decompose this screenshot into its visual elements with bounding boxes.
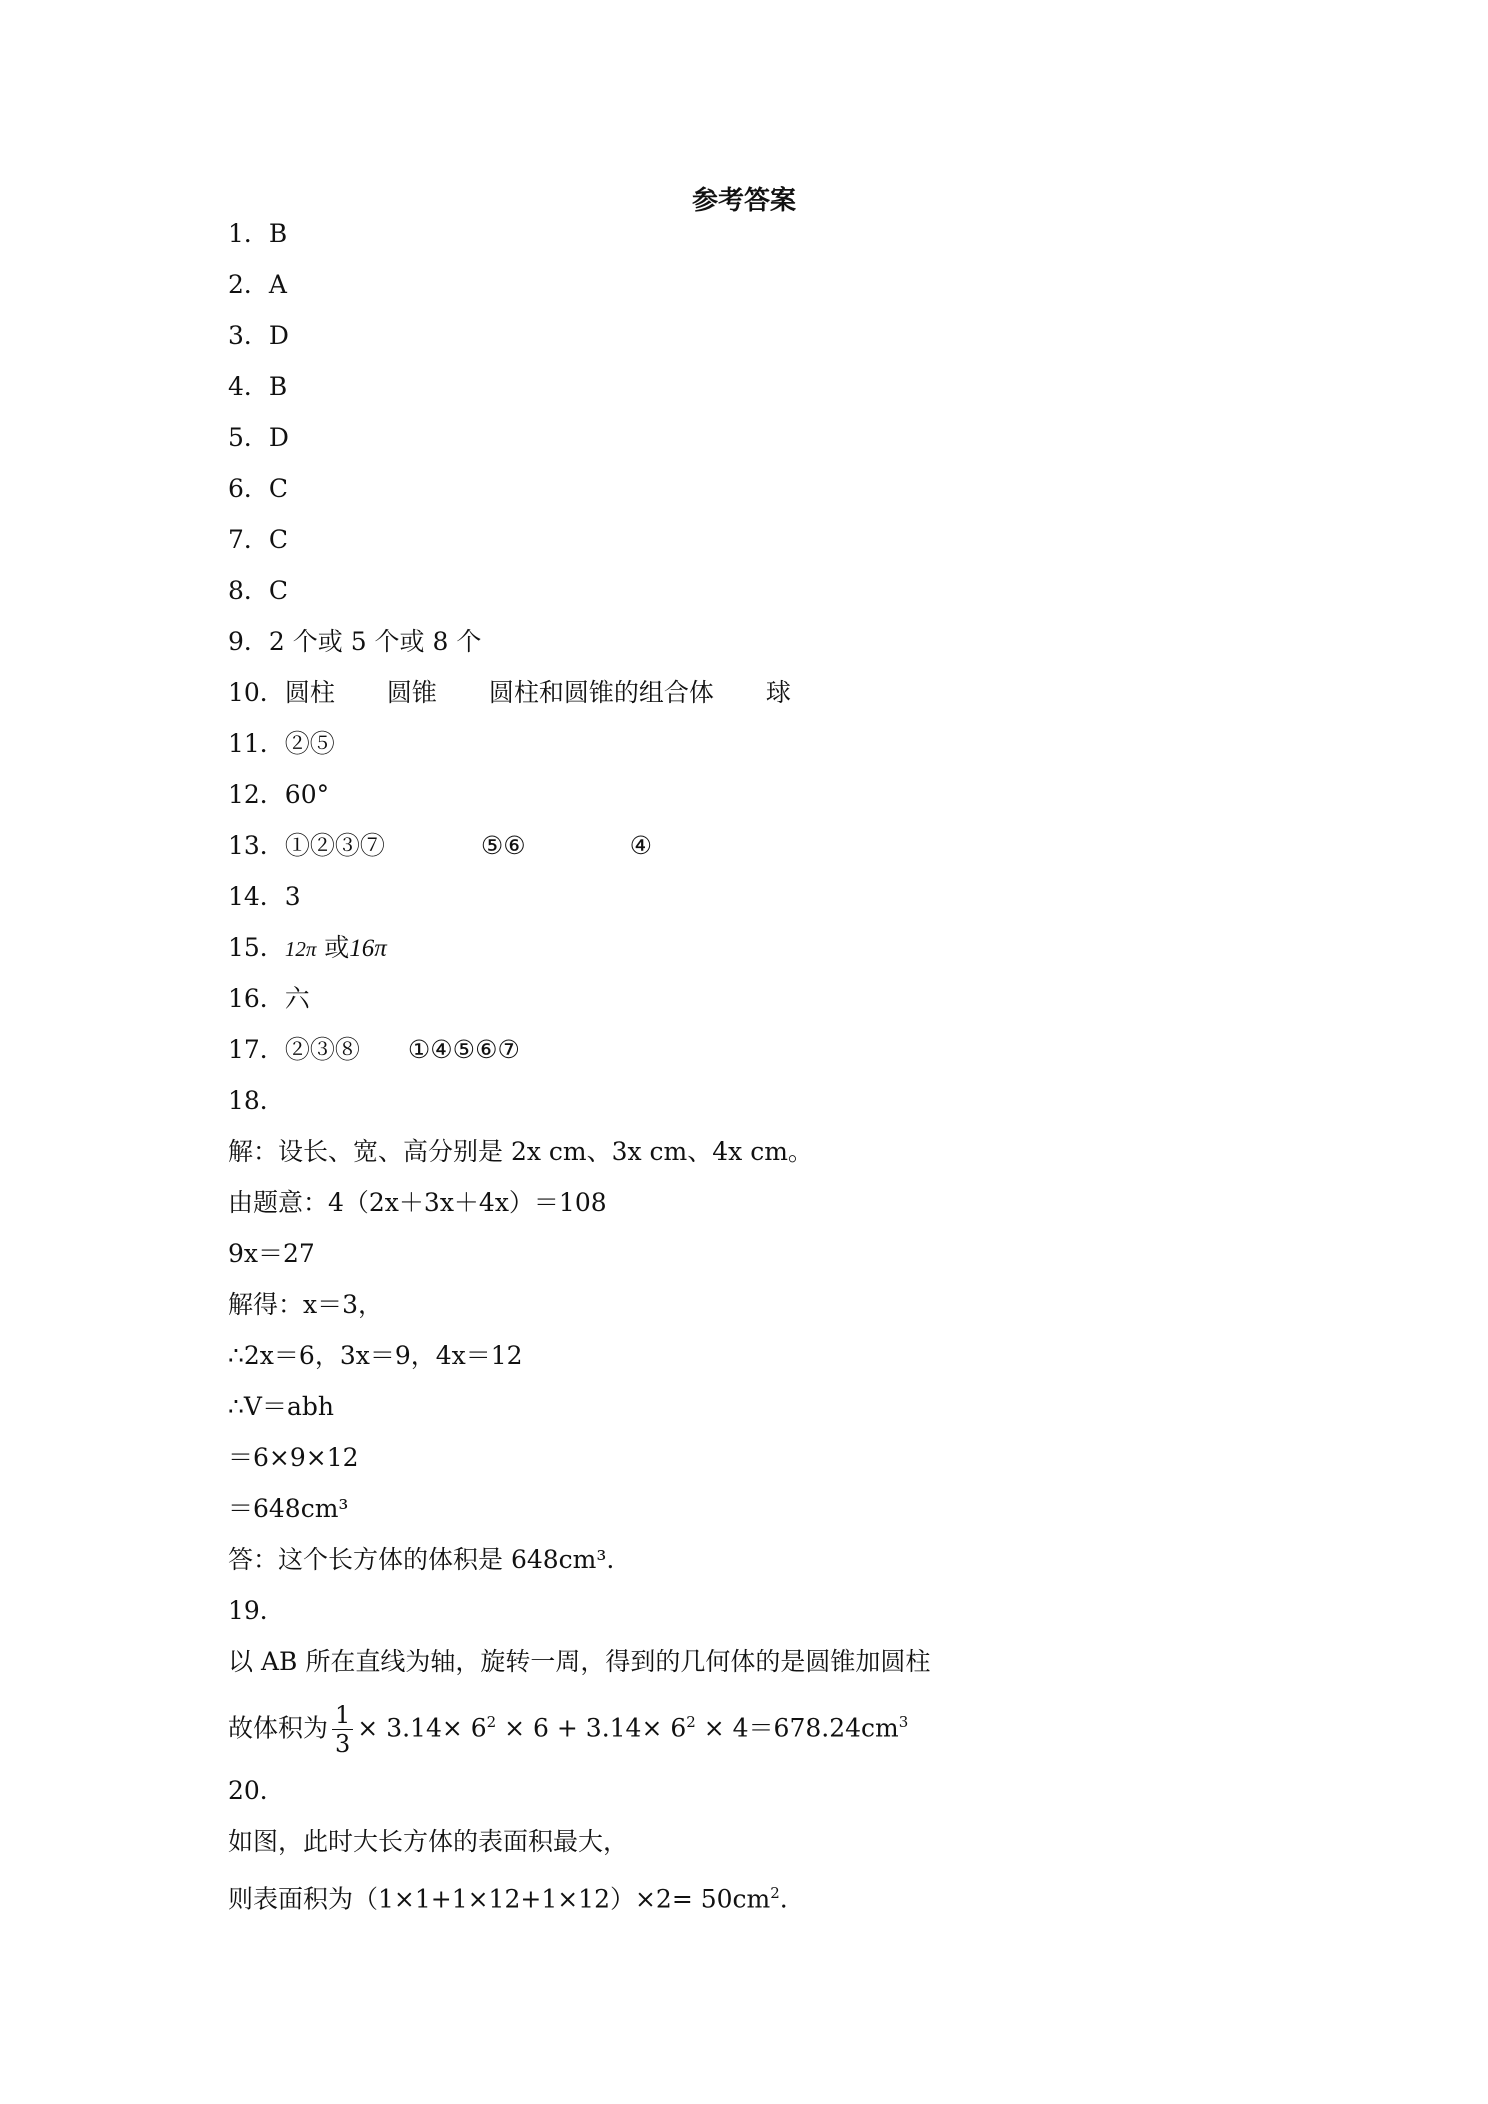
answer-1: 1．B [228, 219, 288, 248]
answer-18-line: ∴V＝abh [228, 1392, 334, 1421]
fraction [332, 1701, 353, 1758]
answer-15-part-1: 12π [284, 937, 317, 961]
formula-part-1: × 3.14× 6 [357, 1713, 487, 1743]
answer-14: 14．3 [228, 882, 301, 911]
answer-11: 11．②⑤ [228, 729, 335, 758]
answer-7: 7．C [228, 525, 289, 554]
answer-13 [228, 830, 652, 862]
answer-18-number: 18． [228, 1086, 285, 1115]
answer-20-line [228, 1877, 788, 1915]
answer-18-line: ∴2x＝6，3x＝9，4x＝12 [228, 1341, 523, 1370]
answer-10-part-4: 球 [765, 678, 791, 707]
fraction-numerator: 1 [332, 1701, 353, 1730]
answer-15-number: 15． [228, 933, 285, 962]
answer-16: 16．六 [228, 984, 310, 1013]
answer-17-part-2: ①④⑤⑥⑦ [407, 1035, 520, 1064]
answer-13-part-2: ⑤⑥ [480, 831, 526, 860]
exponent: 2 [686, 1713, 696, 1731]
fraction-denominator: 3 [335, 1730, 351, 1759]
answer-10 [228, 677, 791, 709]
answer-15-part-2: 16π [349, 935, 387, 962]
answer-15-or: 或 [316, 933, 350, 962]
answer-18-line: 由题意：4（2x＋3x＋4x）＝108 [228, 1188, 607, 1217]
answer-18-line: ＝648cm³ [228, 1494, 349, 1523]
formula-part-2: × 6 + 3.14× 6 [496, 1713, 687, 1743]
answer-20-text: 则表面积为（1×1+1×12+1×12）×2= 50cm [228, 1884, 771, 1914]
answer-10-part-1: 圆柱 [284, 678, 335, 707]
answer-20-line: 如图，此时大长方体的表面积最大， [228, 1827, 629, 1856]
exponent: 2 [770, 1884, 780, 1902]
exponent: 2 [486, 1713, 497, 1731]
answer-17-part-1: ②③⑧ [284, 1035, 360, 1064]
answer-17-number: 17． [228, 1035, 285, 1064]
answer-2: 2．A [228, 270, 287, 299]
answer-19-formula [228, 1692, 908, 1758]
answer-10-part-2: 圆锥 [386, 678, 437, 707]
answer-10-part-3: 圆柱和圆锥的组合体 [488, 678, 714, 707]
answer-4: 4．B [228, 372, 288, 401]
answer-18-line: ＝6×9×12 [228, 1443, 359, 1472]
answer-20-number: 20． [228, 1776, 285, 1805]
answer-20-end: . [779, 1884, 788, 1914]
answer-9: 9．2 个或 5 个或 8 个 [228, 627, 482, 656]
answer-13-number: 13． [228, 831, 285, 860]
answer-15 [228, 932, 387, 965]
answer-13-part-3: ④ [629, 831, 653, 860]
formula-prefix: 故体积为 [228, 1713, 329, 1743]
answer-12: 12．60° [228, 780, 330, 809]
answer-6: 6．C [228, 474, 289, 503]
answer-3: 3．D [228, 321, 289, 350]
answer-18-line: 解：设长、宽、高分别是 2x cm、3x cm、4x cm。 [228, 1137, 813, 1166]
answer-19-line: 以 AB 所在直线为轴，旋转一周，得到的几何体的是圆锥加圆柱 [228, 1647, 931, 1676]
answer-18-line: 答：这个长方体的体积是 648cm³. [228, 1545, 615, 1574]
answer-10-number: 10． [228, 678, 285, 707]
answer-18-line: 解得：x＝3， [228, 1290, 384, 1319]
formula-part-3: × 4＝678.24cm [695, 1713, 899, 1743]
answer-18-line: 9x＝27 [228, 1239, 315, 1268]
answer-8: 8．C [228, 576, 289, 605]
answer-5: 5．D [228, 423, 289, 452]
answer-13-part-1: ①②③⑦ [284, 831, 385, 860]
exponent: 3 [898, 1713, 909, 1731]
answer-17 [228, 1034, 520, 1066]
page-title: 参考答案 [691, 186, 796, 216]
answer-19-number: 19． [228, 1596, 285, 1625]
